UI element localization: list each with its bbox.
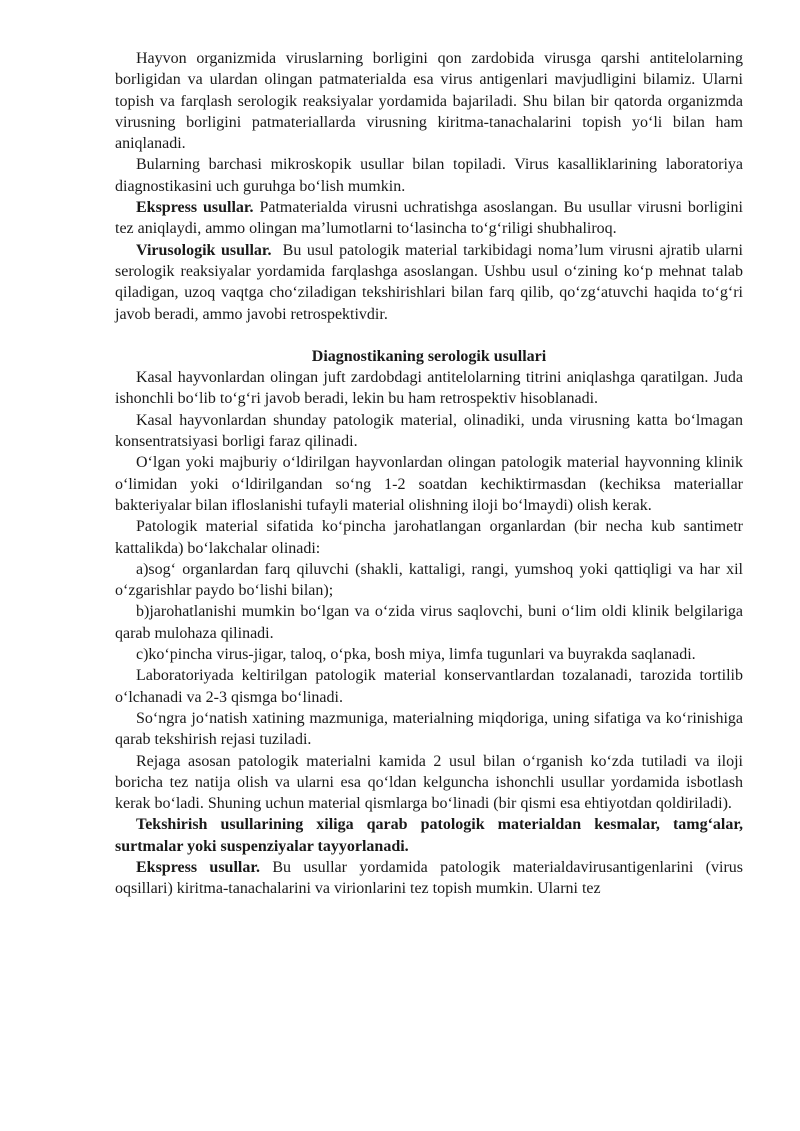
paragraph: [115, 240, 748, 325]
section-heading: Diagnostikaning serologik usullari: [311, 347, 547, 365]
paragraph-lead: Virusologik usullar.: [136, 241, 272, 259]
paragraph: Rejaga asosan patologik materialni kamida 2 usul bilan o‘rganish ko‘zda tutiladi va iloji boricha tez natija olish va ularni esa qo‘ldan kelguncha ishonchli usullar yordamida isbotlash kerak bo‘ladi. Shuning uchun material qismlarga bo‘linadi (bir qismi esa ehtiyotdan qoldiriladi).: [115, 752, 743, 813]
bold-paragraph: Tekshirish usullarining xiliga qarab patologik materialdan kesmalar, tamg‘alar, surtmalar yoki suspenziyalar tayyorlanadi.: [115, 816, 743, 855]
paragraph-text: Bu usul patologik material tarkibidagi noma’lum virusni ajratib ularni serologik reaksiyalar yordamida farqlashga asoslangan. Ushbu usul o‘zining ko‘p mehnat talab qiladigan, uzoq vaqtga cho‘ziladigan tekshirishlari bilan farq qilib, qo‘zg‘atuvchi haqida to‘g‘ri javob beradi, ammo javobi retrospektivdir.: [115, 241, 748, 323]
paragraph: Patologik material sifatida ko‘pincha jarohatlangan organlardan (bir necha kub santimetr kattalikda) bo‘lakchalar olinadi:: [115, 518, 743, 557]
paragraph: Kasal hayvonlardan olingan juft zardobdagi antitelolarning titrini aniqlashga qaratilgan. Juda ishonchli bo‘lib to‘g‘ri javob beradi, lekin bu ham retrospektiv hisoblanadi.: [115, 369, 743, 408]
paragraph: So‘ngra jo‘natish xatining mazmuniga, materialning miqdoriga, uning sifatiga va ko‘rinishiga qarab tekshirish rejasi tuziladi.: [115, 709, 743, 749]
paragraph-lead: Ekspress usullar.: [136, 858, 260, 876]
paragraph-text: Bu usullar yordamida patologik materialdavirusantigenlarini (virus oqsillari) kiritma-tanachalarini va virionlarini tez topish mumkin. Ularni tez: [115, 858, 744, 898]
list-item: a)sog‘ organlardan farq qiluvchi (shakli, kattaligi, rangi, yumshoq yoki qattiqligi va har xil o‘zgarishlar paydo bo‘lishi bilan);: [115, 560, 743, 600]
paragraph: Laboratoriyada keltirilgan patologik material konservantlardan tozalanadi, tarozida tortilib o‘lchanadi va 2-3 qismga bo‘linadi.: [115, 667, 743, 706]
paragraph: Hayvon organizmida viruslarning borligini qon zardobida virusga qarshi antitelolarning borligidan va ulardan olingan patmaterialda esa virus antigenlari mavjudligini bilamiz. Ularni topish va farqlash serologik reaksiyalar yordamida bajariladi. Shu bilan bir qatorda organizmda virusning borligini patmateriallarda virusning kiritma-tanachalarini topish yo‘li bilan ham aniqlanadi.: [115, 50, 743, 153]
paragraph: [115, 197, 743, 240]
list-item: b)jarohatlanishi mumkin bo‘lgan va o‘zida virus saqlovchi, buni o‘lim oldi klinik belgilariga qarab mulohaza qilinadi.: [115, 603, 743, 642]
list-item: c)ko‘pincha virus-jigar, taloq, o‘pka, bosh miya, limfa tugunlari va buyrakda saqlanadi.: [136, 646, 696, 664]
paragraph-lead: Ekspress usullar.: [136, 199, 254, 217]
paragraph-text: Patmaterialda virusni uchratishga asoslangan. Bu usullar virusni borligini tez aniqlaydi, ammo olingan ma’lumotlarni to‘lasincha to‘g‘riligi shubhaliroq.: [115, 199, 743, 238]
paragraph: Bularning barchasi mikroskopik usullar bilan topiladi. Virus kasalliklarining laboratoriya diagnostikasini uch guruhga bo‘lish mumkin.: [115, 156, 743, 195]
paragraph: [115, 857, 743, 900]
paragraph: Kasal hayvonlardan shunday patologik material, olinadiki, unda virusning katta bo‘lmagan konsentratsiyasi borligi faraz qilinadi.: [115, 411, 743, 451]
paragraph: O‘lgan yoki majburiy o‘ldirilgan hayvonlardan olingan patologik material hayvonning klinik o‘limidan yoki o‘ldirilgandan so‘ng 1-2 soatdan kechiktirmasdan (kechiksa materiallar bakteriyalar bilan ifloslanishi tufayli material olishning iloji bo‘lmaydi) olish kerak.: [115, 454, 743, 514]
